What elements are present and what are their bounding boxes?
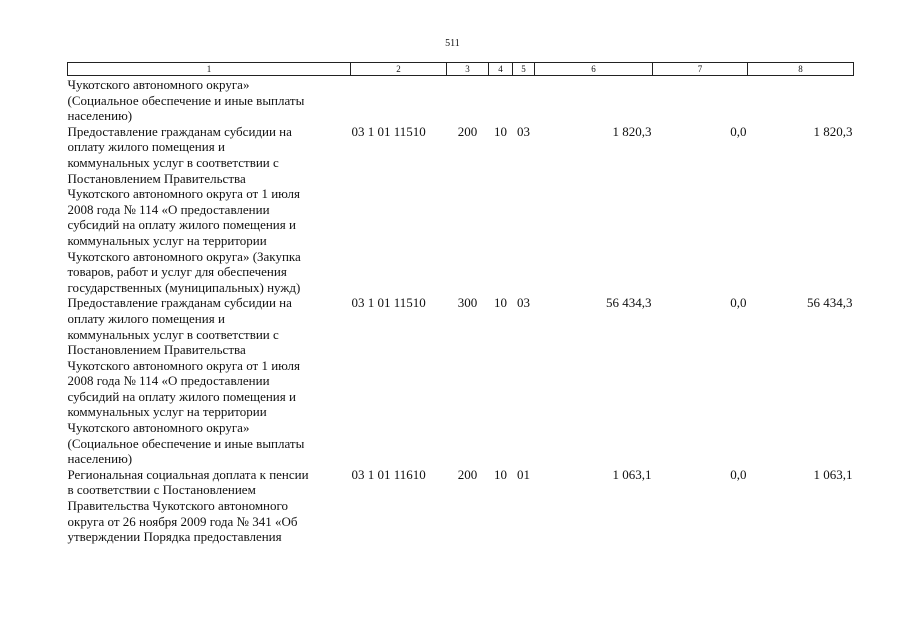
budget-table	[67, 62, 854, 545]
description-line: 2008 года № 114 «О предоставлении	[67, 201, 270, 217]
amount-total: 1 063,1	[813, 466, 853, 482]
description-line: государственных (муниципальных) нужд)	[67, 279, 301, 295]
target-article-code: 03 1 01 11610	[351, 466, 426, 482]
description-line: Чукотского автономного округа от 1 июля	[67, 357, 301, 373]
description-line: (Социальное обеспечение и иные выплаты	[67, 435, 305, 451]
description-line: субсидий на оплату жилого помещения и	[67, 388, 296, 404]
description-line: Правительства Чукотского автономного	[67, 498, 289, 514]
description-line: Чукотского автономного округа»	[67, 77, 250, 92]
description-line: утверждении Порядка предоставления	[67, 529, 282, 545]
amount-change: 0,0	[730, 123, 747, 139]
description-line: коммунальных услуг в соответствии с	[67, 154, 279, 170]
section-code	[489, 76, 513, 124]
column-header-4: 4	[489, 63, 513, 76]
column-header-2: 2	[351, 63, 447, 76]
table-row	[68, 124, 854, 296]
description-line: коммунальных услуг в соответствии с	[67, 326, 279, 342]
description-line: коммунальных услуг на территории	[67, 232, 267, 248]
row-description	[68, 124, 351, 296]
expense-type-code: 200	[457, 123, 478, 139]
description-line: Предоставление гражданам субсидии на	[67, 123, 292, 139]
description-line: в соответствии с Постановлением	[67, 482, 256, 498]
description-line: населению)	[67, 108, 133, 124]
column-header-7: 7	[653, 63, 748, 76]
description-line: (Социальное обеспечение и иные выплаты	[67, 92, 305, 108]
section-code: 10	[494, 466, 507, 482]
description-line: Чукотского автономного округа от 1 июля	[67, 186, 301, 202]
target-article-code: 03 1 01 11510	[351, 295, 426, 311]
target-article-code	[351, 76, 447, 124]
description-line: населению)	[67, 451, 133, 467]
section-code: 10	[494, 295, 507, 311]
column-header-8: 8	[748, 63, 854, 76]
amount: 56 434,3	[606, 295, 652, 311]
expense-type-code: 200	[457, 466, 478, 482]
description-line: Постановлением Правительства	[67, 170, 246, 186]
amount-change: 0,0	[730, 466, 747, 482]
description-line: округа от 26 ноября 2009 года № 341 «Об	[67, 513, 298, 529]
column-number-row	[68, 63, 854, 76]
amount: 1 063,1	[612, 466, 652, 482]
description-line: Чукотского автономного округа» (Закупка	[67, 248, 301, 264]
description-line: товаров, работ и услуг для обеспечения	[67, 264, 287, 280]
column-header-3: 3	[447, 63, 489, 76]
amount-change	[653, 76, 748, 124]
table-row	[68, 295, 854, 467]
amount-total: 56 434,3	[807, 295, 853, 311]
description-line: оплату жилого помещения и	[67, 139, 225, 155]
description-line: Предоставление гражданам субсидии на	[67, 295, 292, 311]
expense-type-code: 300	[457, 295, 478, 311]
amount-total	[748, 76, 854, 124]
column-header-5: 5	[513, 63, 535, 76]
description-line: оплату жилого помещения и	[67, 310, 225, 326]
table-row	[68, 467, 854, 545]
amount: 1 820,3	[612, 123, 652, 139]
subsection-code: 03	[517, 295, 530, 311]
description-line: Постановлением Правительства	[67, 342, 246, 358]
subsection-code	[513, 76, 535, 124]
amount-change: 0,0	[730, 295, 747, 311]
description-line: 2008 года № 114 «О предоставлении	[67, 373, 270, 389]
table-row	[68, 76, 854, 124]
description-line: субсидий на оплату жилого помещения и	[67, 217, 296, 233]
row-description	[68, 76, 351, 124]
page-number: 511	[445, 38, 460, 49]
target-article-code: 03 1 01 11510	[351, 123, 426, 139]
amount	[535, 76, 653, 124]
subsection-code: 03	[517, 123, 530, 139]
description-line: Региональная социальная доплата к пенсии	[67, 466, 309, 482]
section-code: 10	[494, 123, 507, 139]
description-line: коммунальных услуг на территории	[67, 404, 267, 420]
subsection-code: 01	[517, 466, 530, 482]
column-header-1: 1	[68, 63, 351, 76]
amount-total: 1 820,3	[813, 123, 853, 139]
column-header-6: 6	[535, 63, 653, 76]
description-line: Чукотского автономного округа»	[67, 420, 250, 436]
row-description	[68, 295, 351, 467]
expense-type-code	[447, 76, 489, 124]
row-description	[68, 467, 351, 545]
